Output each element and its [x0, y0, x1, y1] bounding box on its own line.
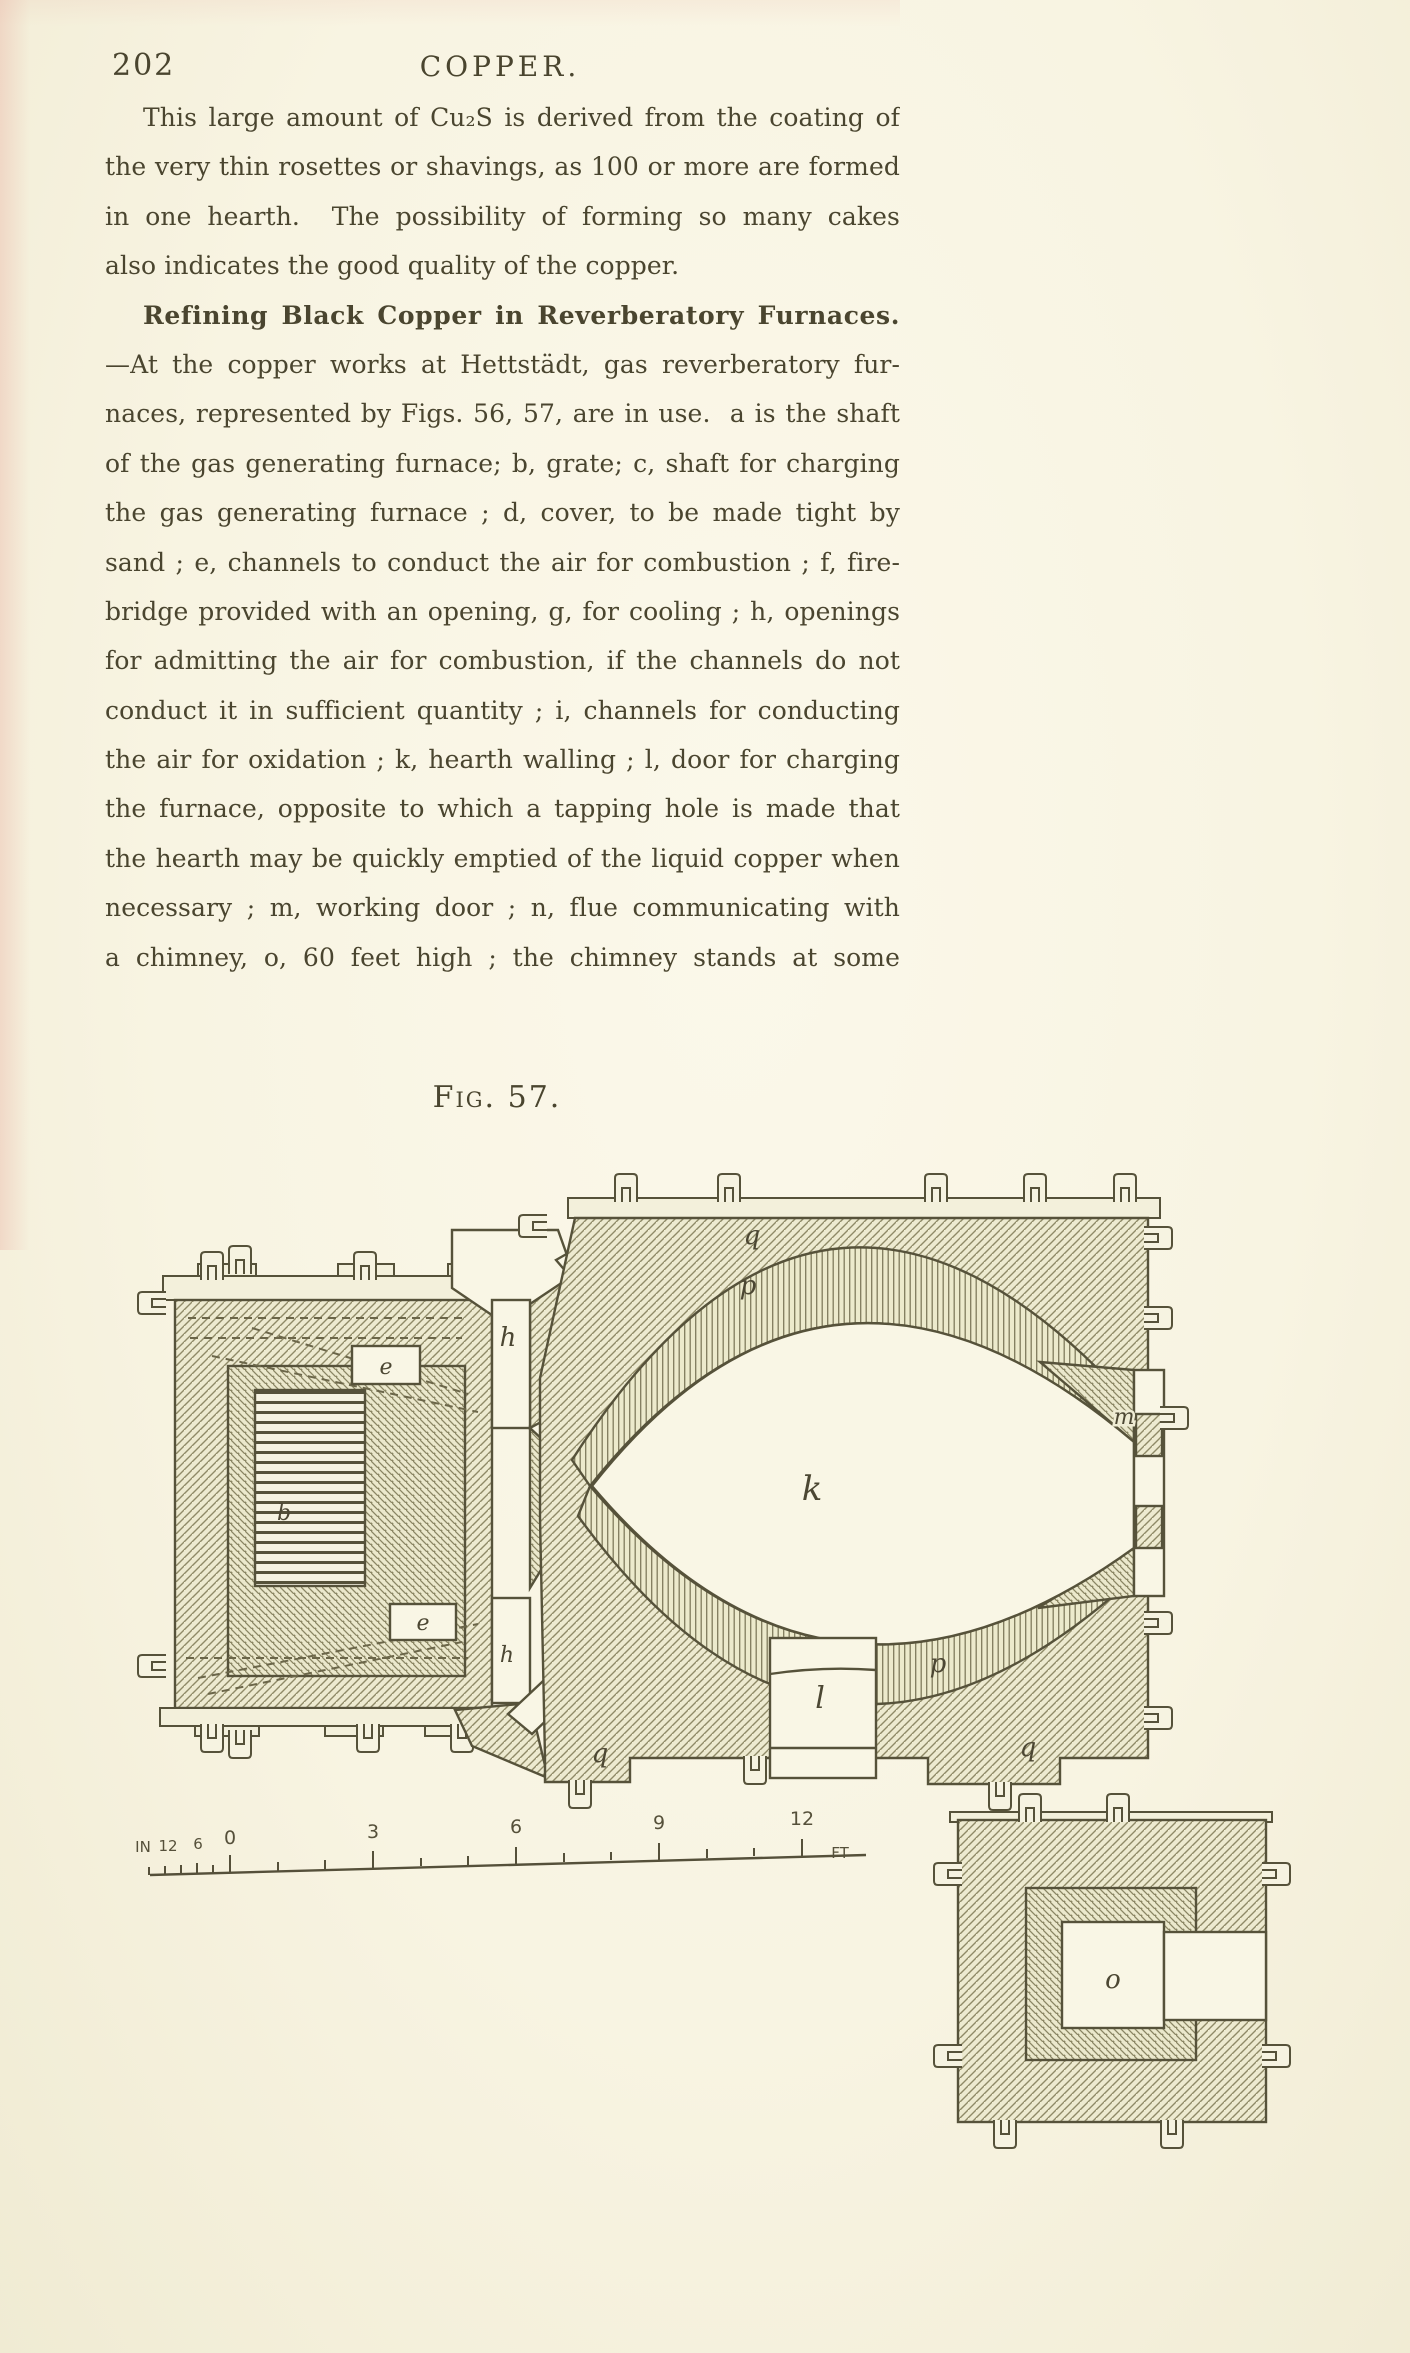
- figure-57-engraving: [0, 1118, 1410, 2353]
- scale-tick-label: 12: [789, 1808, 815, 1830]
- text-line: naces, represented by Figs. 56, 57, are in use. a is the shaft: [105, 399, 900, 429]
- text-line-heading: Refining Black Copper in Reverberatory Furnaces.: [143, 300, 900, 330]
- scale-tick-label: 0: [223, 1827, 237, 1849]
- fig-label-q-top: q: [743, 1221, 761, 1251]
- reverberatory-furnace-plan: [519, 1174, 1188, 1810]
- fig-label-q-bottom-right: q: [1019, 1733, 1037, 1763]
- fig-label-p-bottom: p: [929, 1649, 947, 1679]
- text-line: the air for oxidation ; k, hearth walling ; l, door for charging: [105, 745, 900, 775]
- working-door-m: [1134, 1370, 1164, 1596]
- fig-label-p-top: p: [739, 1271, 757, 1301]
- text-line: in one hearth. The possibility of forming so many cakes: [105, 201, 900, 231]
- scale-tick-label: 3: [366, 1821, 380, 1843]
- text-line: —At the copper works at Hettstädt, gas reverberatory fur-: [105, 349, 900, 379]
- fig-label-m-door: m: [1113, 1405, 1135, 1430]
- text-line: conduct it in sufficient quantity ; i, channels for conducting: [105, 695, 900, 725]
- scale-tick-label: 6: [193, 1835, 203, 1853]
- scale-tick-label: 12: [158, 1837, 178, 1855]
- text-line: a chimney, o, 60 feet high ; the chimney stands at some: [105, 942, 900, 972]
- gas-generating-furnace: [138, 1246, 503, 1758]
- scale-unit-feet: FT: [831, 1844, 849, 1862]
- chimney-block: [934, 1794, 1290, 2148]
- text-line: the furnace, opposite to which a tapping hole is made that: [105, 794, 900, 824]
- fig-label-h-lower: h: [499, 1643, 515, 1668]
- fig-label-b-grate: b: [276, 1501, 292, 1526]
- text-line: the very thin rosettes or shavings, as 100 or more are formed: [105, 152, 900, 182]
- air-opening-h-upper: [492, 1300, 530, 1428]
- text-line: necessary ; m, working door ; n, flue communicating with: [105, 893, 900, 923]
- text-line: the gas generating furnace ; d, cover, to be made tight by: [105, 498, 900, 528]
- scale-tick-label: 9: [652, 1812, 666, 1834]
- scan-edge-tint-top: [0, 0, 900, 26]
- text-line: for admitting the air for combustion, if the channels do not: [105, 646, 900, 676]
- text-line: sand ; e, channels to conduct the air for combustion ; f, fire-: [105, 547, 900, 577]
- grate-b: [255, 1390, 365, 1586]
- flue-passage: [1164, 1932, 1266, 2020]
- text-line: bridge provided with an opening, g, for cooling ; h, openings: [105, 596, 900, 626]
- scale-unit-inches: IN: [135, 1838, 151, 1856]
- scale-tick-label: 6: [509, 1816, 523, 1838]
- fig-label-k-hearth: k: [801, 1469, 823, 1509]
- fig-label-e-lower: e: [416, 1611, 430, 1636]
- text-line: also indicates the good quality of the copper.: [105, 251, 680, 281]
- scan-edge-tint: [0, 0, 30, 1250]
- fig-label-q-bottom-left: q: [591, 1739, 609, 1769]
- fig-label-l-door: l: [815, 1681, 825, 1716]
- page-number: 202: [112, 48, 176, 83]
- text-line: of the gas generating furnace; b, grate; c, shaft for charging: [105, 448, 900, 478]
- figure-caption: Fig. 57.: [432, 1080, 562, 1115]
- text-line: This large amount of Cu₂S is derived from the coating of: [143, 103, 900, 132]
- fig-label-h-upper: h: [499, 1323, 517, 1353]
- fig-label-e-upper: e: [379, 1355, 393, 1380]
- body-text: [105, 93, 900, 982]
- text-line: the hearth may be quickly emptied of the liquid copper when: [105, 843, 900, 873]
- scale-bar: [135, 1808, 866, 1875]
- running-header: COPPER.: [419, 50, 581, 83]
- fig-label-o-chimney: o: [1105, 1965, 1121, 1995]
